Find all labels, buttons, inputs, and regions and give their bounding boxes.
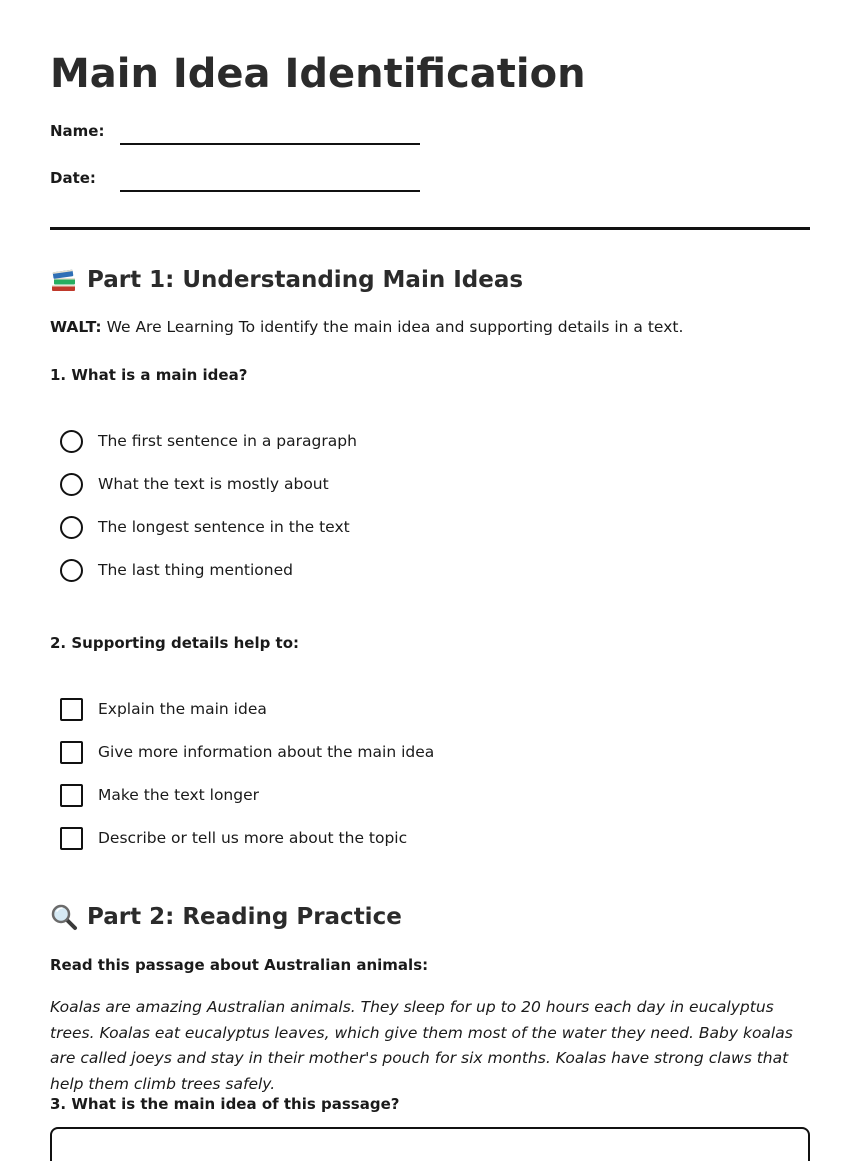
part2-heading (50, 903, 402, 931)
passage-intro: Read this passage about Australian animals: (50, 956, 429, 974)
checkbox[interactable] (60, 698, 83, 721)
q2-option-2-label: Give more information about the main idea (98, 743, 435, 761)
q2-option-1-label: Explain the main idea (98, 700, 267, 718)
page-title: Main Idea Identification (50, 51, 586, 97)
q2-option-3[interactable] (60, 782, 259, 808)
q1-option-3-label: The longest sentence in the text (98, 518, 350, 536)
q1-option-4[interactable] (60, 557, 293, 583)
date-label: Date: (50, 169, 96, 187)
part1-title: Part 1: Understanding Main Ideas (87, 267, 524, 293)
q1-option-1[interactable] (60, 428, 357, 454)
q1-option-4-label: The last thing mentioned (98, 561, 293, 579)
question-3-prompt: 3. What is the main idea of this passage? (50, 1095, 400, 1113)
radio-button[interactable] (60, 430, 83, 453)
q1-option-1-label: The first sentence in a paragraph (98, 432, 357, 450)
q3-answer-box[interactable] (50, 1127, 810, 1161)
q2-option-1[interactable] (60, 696, 267, 722)
q2-option-2[interactable] (60, 739, 434, 765)
checkbox[interactable] (60, 741, 83, 764)
walt-label: WALT: (50, 318, 102, 336)
radio-button[interactable] (60, 559, 83, 582)
question-2-prompt: 2. Supporting details help to: (50, 634, 300, 652)
q2-option-3-label: Make the text longer (98, 786, 260, 804)
q1-option-2[interactable] (60, 471, 329, 497)
checkbox[interactable] (60, 784, 83, 807)
q1-option-3[interactable] (60, 514, 350, 540)
q2-option-4-label: Describe or tell us more about the topic (98, 829, 408, 847)
reading-passage: Koalas are amazing Australian animals. They sleep for up to 20 hours each day in eucalyptus trees. Koalas eat eucalyptus leaves, which give them most of the water they need. Baby koalas are called joeys and stay in their mother's pouch for six months. Koalas have strong claws that help them climb trees safely. (50, 998, 793, 1093)
part1-heading (50, 266, 523, 294)
q1-option-2-label: What the text is mostly about (98, 475, 329, 493)
walt-statement (50, 318, 683, 336)
radio-button[interactable] (60, 516, 83, 539)
header-divider (50, 227, 810, 230)
question-1-prompt: 1. What is a main idea? (50, 366, 248, 384)
name-label: Name: (50, 122, 105, 140)
books-icon (50, 266, 78, 294)
q2-option-4[interactable] (60, 825, 407, 851)
part2-title: Part 2: Reading Practice (87, 904, 402, 930)
date-field[interactable] (120, 190, 420, 192)
walt-text: We Are Learning To identify the main idea and supporting details in a text. (101, 318, 684, 336)
magnifying-glass-icon (50, 903, 78, 931)
name-field[interactable] (120, 143, 420, 145)
checkbox[interactable] (60, 827, 83, 850)
radio-button[interactable] (60, 473, 83, 496)
